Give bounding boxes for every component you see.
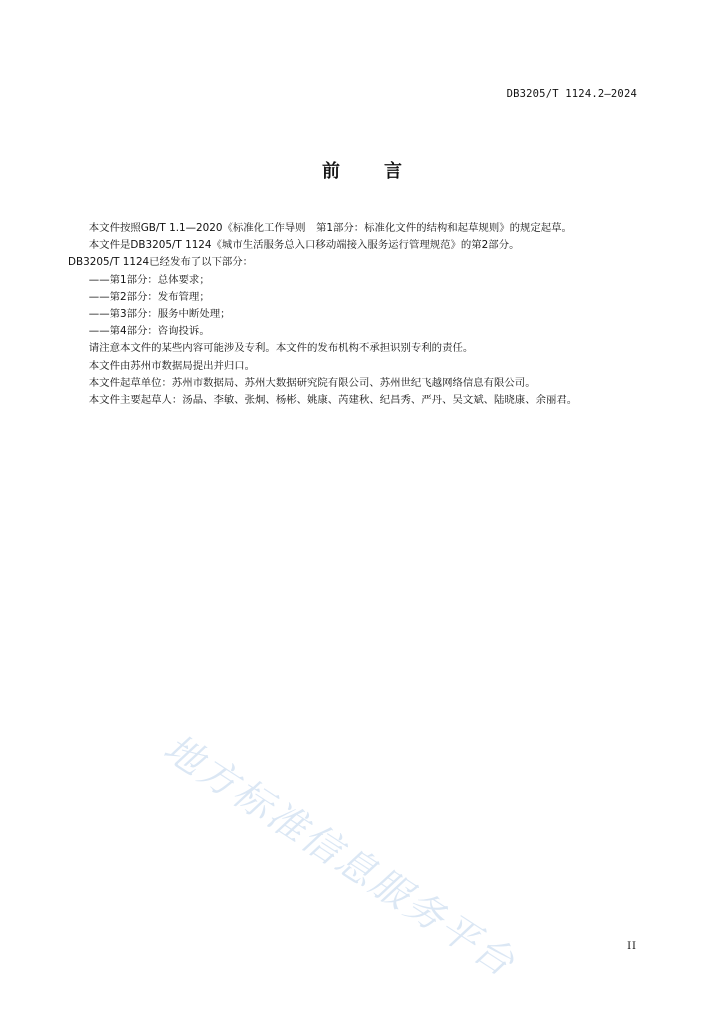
- list-item-part-4: ——第4部分：咨询投诉。: [88, 325, 210, 338]
- list-item-part-3: ——第3部分：服务中断处理；: [88, 308, 231, 321]
- paragraph-drafters: 本文件主要起草人：汤晶、李敏、张炯、杨彬、姚康、芮建秋、纪昌秀、严丹、吴文斌、陆晓康、余丽君。: [88, 394, 578, 407]
- paragraph-part-info: 本文件是DB3205/T 1124《城市生活服务总入口移动端接入服务运行管理规范》的第2部分。: [88, 239, 520, 252]
- paragraph-drafting-units: 本文件起草单位：苏州市数据局、苏州大数据研究院有限公司、苏州世纪飞越网络信息有限公司。: [88, 376, 536, 389]
- paragraph-patent-notice: 请注意本文件的某些内容可能涉及专利。本文件的发布机构不承担识别专利的责任。: [88, 342, 474, 355]
- watermark: 地方标准信息服务平台: [156, 725, 524, 986]
- paragraph-published-parts: DB3205/T 1124已经发布了以下部分：: [68, 256, 254, 269]
- paragraph-drafting-rules: 本文件按照GB/T 1.1—2020《标准化工作导则 第1部分：标准化文件的结构和起草规则》的规定起草。: [88, 222, 572, 234]
- foreword-body: [68, 220, 640, 409]
- list-item-part-1: ——第1部分：总体要求；: [88, 273, 210, 286]
- paragraph-proposer: 本文件由苏州市数据局提出并归口。: [88, 359, 256, 372]
- page-number: II: [627, 941, 637, 952]
- document-code: DB3205/T 1124.2—2024: [506, 88, 637, 100]
- list-item-part-2: ——第2部分：发布管理；: [88, 290, 210, 303]
- page-title: 前言: [322, 161, 446, 182]
